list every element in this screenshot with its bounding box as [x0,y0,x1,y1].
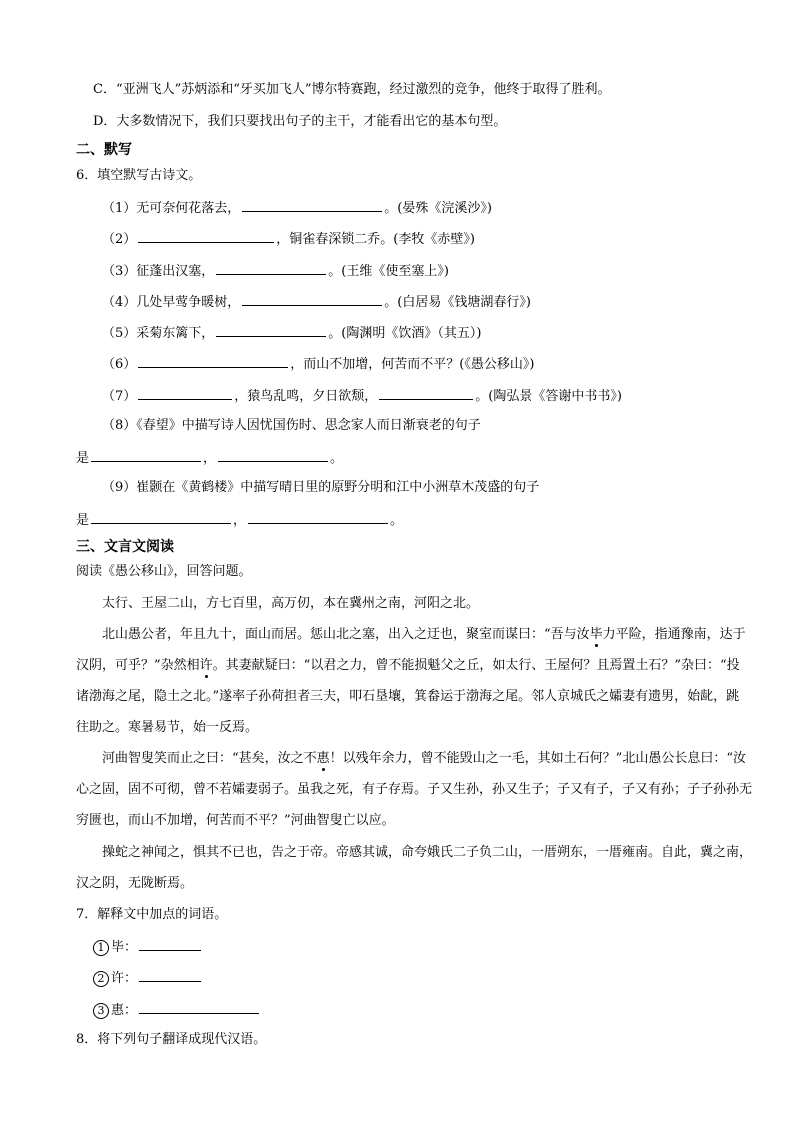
answer-blank[interactable] [248,509,388,524]
dictation-item-8-answer: 是 ， 。 [76,447,343,469]
circled-number: 3 [93,1003,109,1019]
answer-blank[interactable] [91,509,231,524]
answer-blank[interactable] [242,197,382,212]
dictation-item-7: （7） ，猿鸟乱鸣，夕日欲颓， 。(陶弘景《答谢中书书》) [102,385,622,407]
passage-paragraph-1: 太行、王屋二山，方七百里，高万仞，本在冀州之南，河阳之北。 [102,596,480,611]
question-7-item-2: 2 许： [93,967,203,989]
answer-blank[interactable] [138,228,274,243]
option-d: D．大多数情况下，我们只要找出句子的主干，才能看出它的基本句型。 [93,114,507,129]
question-7-item-3: 3 惠： [93,999,261,1021]
question-7-label: 7．解释文中加点的词语。 [76,907,228,922]
dotted-word-xu: 许 [199,658,213,673]
option-c: C．“亚洲飞人”苏炳添和“牙买加飞人”博尔特赛跑，经过激烈的竞争，他终于取得了胜利。 [93,82,611,97]
dictation-item-6: （6） ，而山不加增，何苦而不平？(《愚公移山》) [102,353,534,375]
dictation-item-2: （2） ，铜雀春深锁二乔。(李牧《赤壁》) [102,228,475,250]
answer-blank[interactable] [138,353,288,368]
answer-blank[interactable] [139,936,201,951]
passage-paragraph-3: 河曲智叟笑而止之曰：“甚矣，汝之不惠！以残年余力，曾不能毁山之一毛，其如土石何？”北山愚公长息曰：“汝心之固，固不可彻，曾不若孀妻弱子。虽我之死，有子存焉。子又生孙，孙又生子；子又有子，子又有孙；子子孙孙无穷匮也，而山不加增，何苦而不平？”河曲智叟亡以应。 [76,751,753,828]
answer-blank[interactable] [139,967,201,982]
answer-blank[interactable] [218,447,328,462]
section-title-dictation: 二、默写 [76,142,132,158]
answer-blank[interactable] [216,322,326,337]
answer-blank[interactable] [379,385,473,400]
answer-blank[interactable] [242,291,382,306]
answer-blank[interactable] [139,999,259,1014]
passage-paragraph-4: 操蛇之神闻之，惧其不已也，告之于帝。帝感其诚，命夸娥氏二子负二山，一厝朔东，一厝雍南。自此，冀之南，汉之阴，无陇断焉。 [76,845,753,891]
answer-blank[interactable] [216,260,326,275]
section-title-classical-reading: 三、文言文阅读 [76,539,174,555]
circled-number: 2 [93,971,109,987]
dictation-item-9-answer: 是 ， 。 [76,509,403,531]
answer-blank[interactable] [91,447,201,462]
dotted-word-hui: 惠 [316,751,330,766]
dictation-item-8-text: （8）《春望》中描写诗人因忧国伤时、思念家人而日渐衰老的句子 [102,418,481,433]
reading-intro: 阅读《愚公移山》，回答问题。 [76,564,252,579]
circled-number: 1 [93,940,109,956]
passage-paragraph-2: 北山愚公者，年且九十，面山而居。惩山北之塞，出入之迂也，聚室而谋曰：“吾与汝毕力平险，指通豫南，达于汉阴，可乎？”杂然相许。其妻献疑曰：“以君之力，曾不能损魁父之丘，如太行、王屋何？且焉置土石？”杂曰：“投诸渤海之尾，隐土之北。”遂率子孙荷担者三夫，叩石垦壤，箕畚运于渤海之尾。邻人京城氏之孀妻有遗男，始龀，跳往助之。寒暑易节，始一反焉。 [76,627,746,735]
dictation-item-1: （1）无可奈何花落去， 。(晏殊《浣溪沙》) [102,197,492,219]
question-8-label: 8．将下列句子翻译成现代汉语。 [76,1032,267,1047]
dotted-word-bi: 毕 [589,627,603,642]
answer-blank[interactable] [138,385,232,400]
dictation-item-5: （5）采菊东篱下， 。(陶渊明《饮酒》（其五）) [102,322,481,344]
dictation-item-9-text: （9）崔颢在《黄鹤楼》中描写晴日里的原野分明和江中小洲草木茂盛的句子 [102,480,540,495]
question-6-label: 6．填空默写古诗文。 [76,168,202,183]
dictation-item-4: （4）几处早莺争暖树， 。(白居易《钱塘湖春行》) [102,291,531,313]
question-7-item-1: 1 毕： [93,936,203,958]
dictation-item-3: （3）征蓬出汉塞， 。(王维《使至塞上》) [102,260,449,282]
